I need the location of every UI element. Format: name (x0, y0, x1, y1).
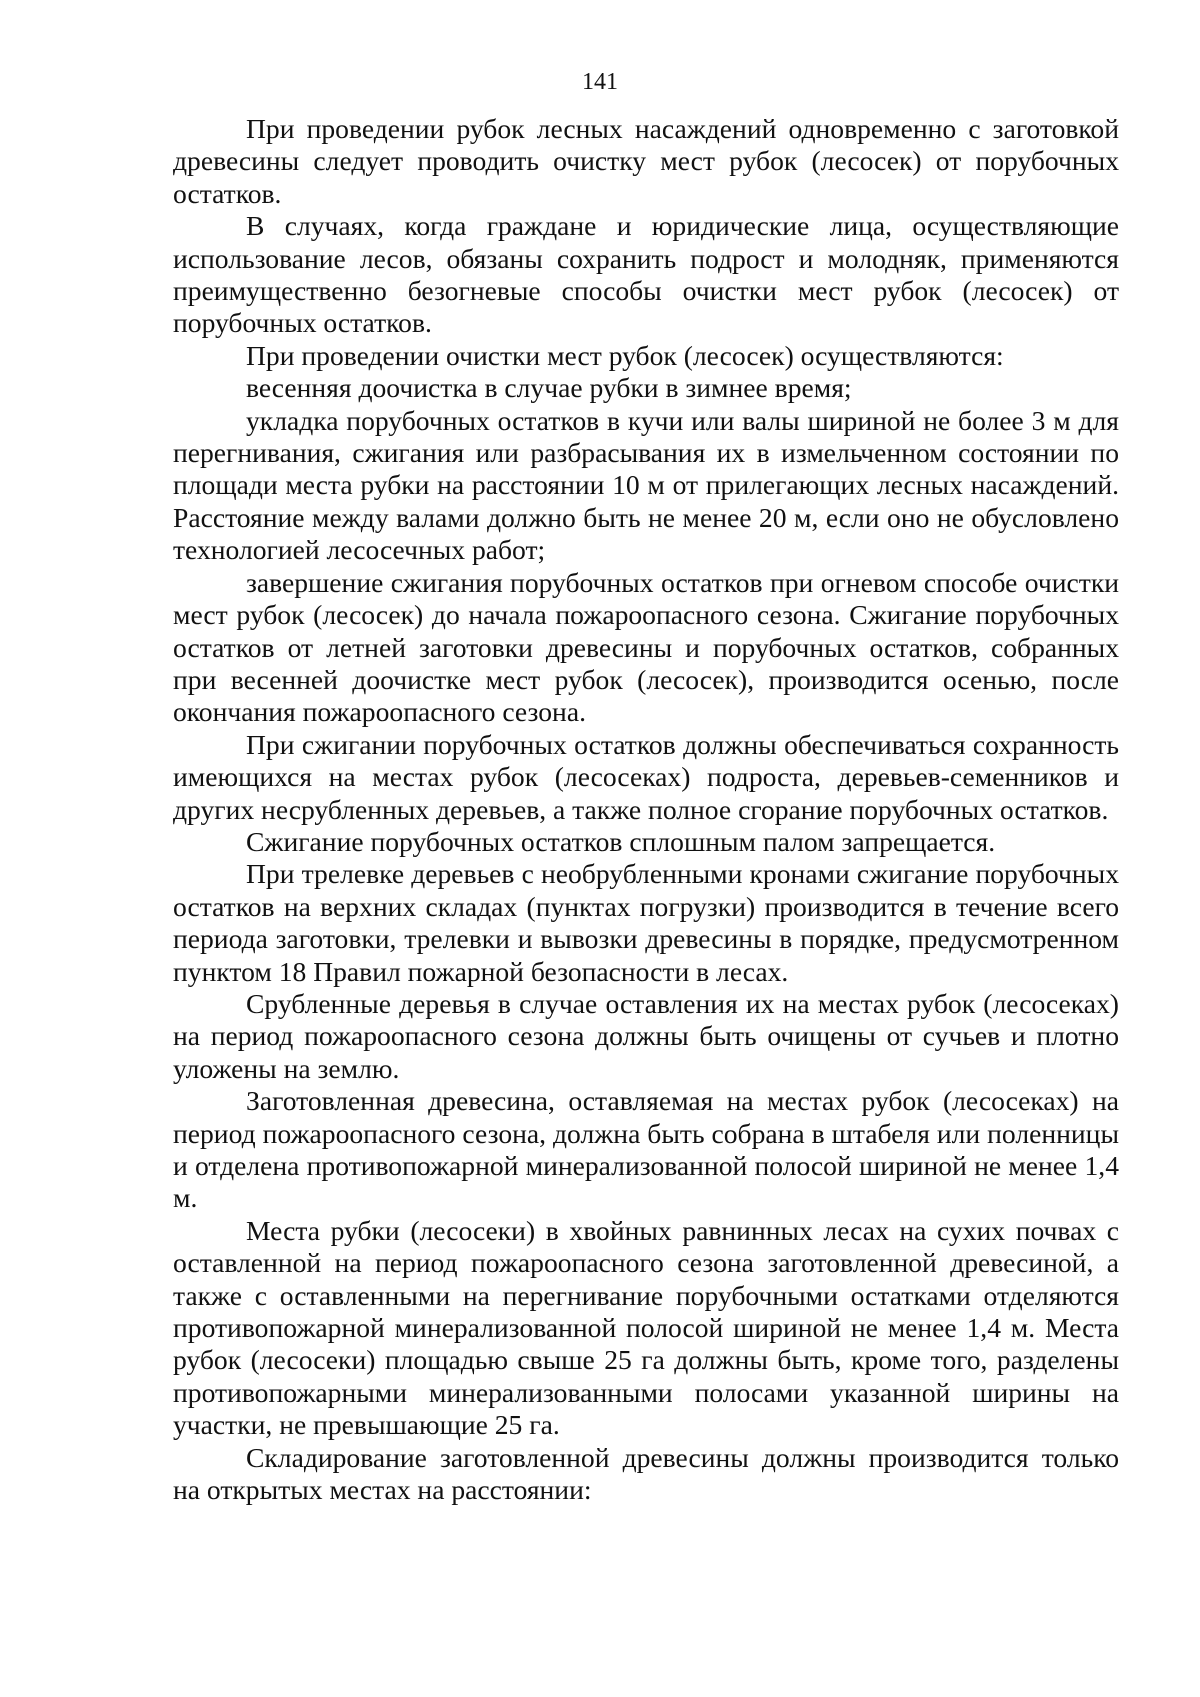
paragraph-4: весенняя доочистка в случае рубки в зимнее время; (246, 372, 852, 404)
paragraph-9: При трелевке деревьев с необрубленными кронами сжигание порубочных остатков на верхних складах (пунктах погрузки) производится в течение всего периода заготовки, трелевки и вывозки древесины в порядке, предусмотренном пунктом 18 Правил пожарной безопасности в лесах. (173, 858, 1119, 987)
page-number: 141 (582, 69, 618, 95)
paragraph-10: Срубленные деревья в случае оставления их на местах рубок (лесосеках) на период пожароопасного сезона должны быть очищены от сучьев и плотно уложены на землю. (173, 987, 1119, 1084)
paragraph-6: завершение сжигания порубочных остатков при огневом способе очистки мест рубок (лесосек) до начала пожароопасного сезона. Сжигание порубочных остатков от летней заготовки древесины и порубочных остатков, собранных при весенней доочистке мест рубок (лесосек), производится осенью, после окончания пожароопасного сезона. (173, 566, 1119, 728)
paragraph-7: При сжигании порубочных остатков должны обеспечиваться сохранность имеющихся на местах рубок (лесосеках) подроста, деревьев-семенников и других несрубленных деревьев, а также полное сгорание порубочных остатков. (173, 728, 1119, 825)
paragraph-8: Сжигание порубочных остатков сплошным палом запрещается. (246, 825, 996, 857)
paragraph-11: Заготовленная древесина, оставляемая на местах рубок (лесосеках) на период пожароопасного сезона, должна быть собрана в штабеля или поленницы и отделена противопожарной минерализованной полосой шириной не менее 1,4 м. (173, 1085, 1119, 1214)
document-body (173, 113, 1119, 1506)
paragraph-12: Места рубки (лесосеки) в хвойных равнинных лесах на сухих почвах с оставленной на период пожароопасного сезона заготовленной древесиной, а также с оставленными на перегнивание порубочными остатками отделяются противопожарной минерализованной полосой шириной не менее 1,4 м. Места рубок (лесосеки) площадью свыше 25 га должны быть, кроме того, разделены противопожарными минерализованными полосами указанной ширины на участки, не превышающие 25 га. (173, 1214, 1119, 1441)
paragraph-13: Складирование заготовленной древесины должны производится только на открытых местах на расстоянии: (173, 1441, 1119, 1506)
paragraph-1: При проведении рубок лесных насаждений одновременно с заготовкой древесины следует проводить очистку мест рубок (лесосек) от порубочных остатков. (173, 113, 1119, 209)
paragraph-2: В случаях, когда граждане и юридические лица, осуществляющие использование лесов, обязаны сохранить подрост и молодняк, применяются преимущественно безогневые способы очистки мест рубок (лесосек) от порубочных остатков. (173, 210, 1119, 339)
paragraph-3: При проведении очистки мест рубок (лесосек) осуществляются: (246, 339, 1004, 371)
paragraph-5: укладка порубочных остатков в кучи или валы шириной не более 3 м для перегнивания, сжигания или разбрасывания их в измельченном состоянии по площади места рубки на расстоянии 10 м от прилегающих лесных насаждений. Расстояние между валами должно быть не менее 20 м, если оно не обусловлено технологией лесосечных работ; (173, 404, 1119, 566)
